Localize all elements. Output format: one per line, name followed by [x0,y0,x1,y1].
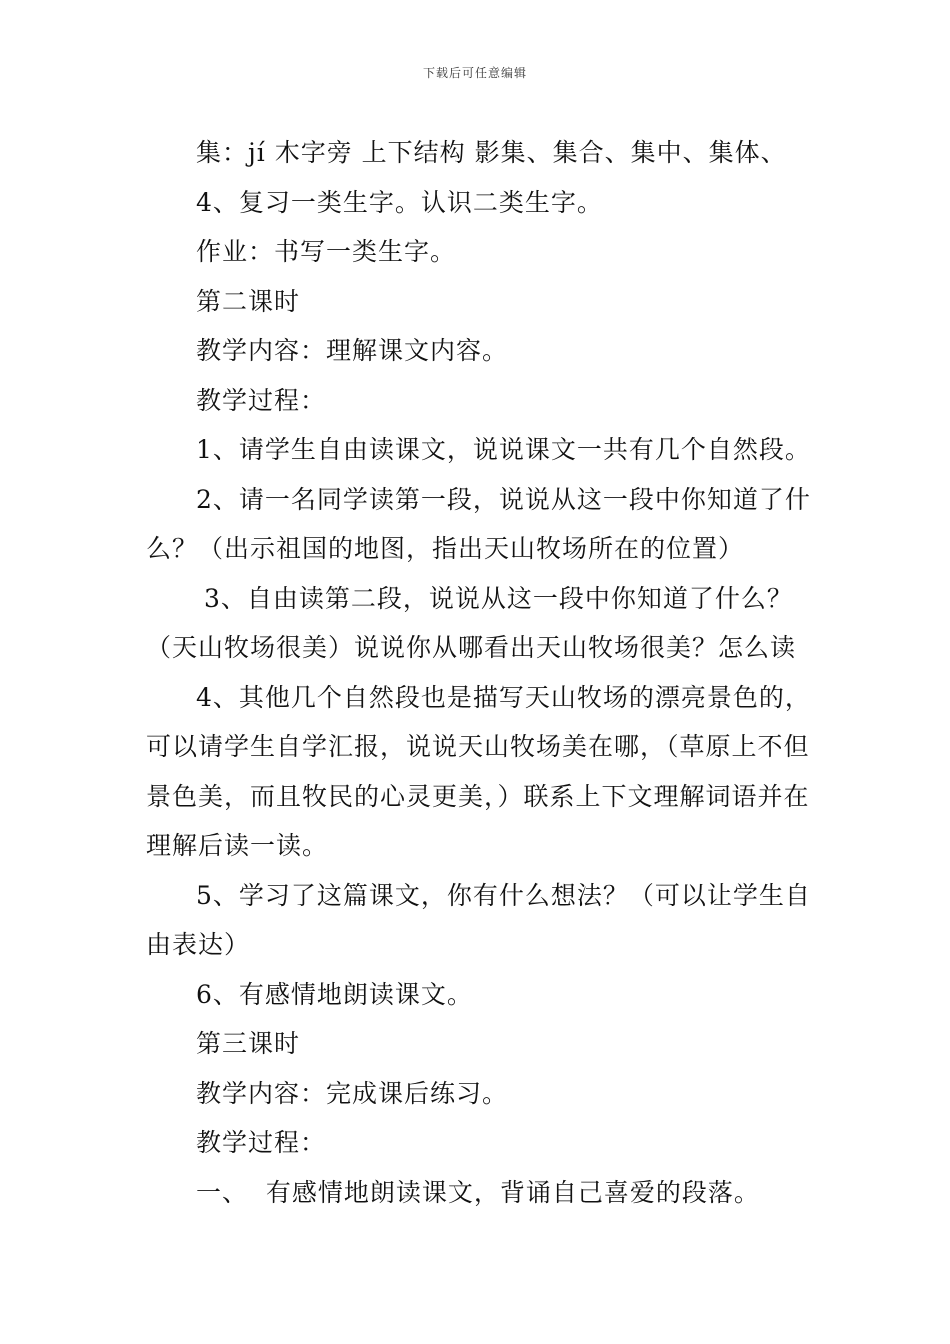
paragraph-14: 教学内容：完成课后练习。 [196,1078,509,1108]
paragraph-1: 集：jí 木字旁 上下结构 影集、集合、集中、集体、 [196,138,787,167]
paragraph-12: 6、有感情地朗读课文。 [196,979,473,1009]
paragraph-6: 教学过程： [196,385,327,415]
paragraph-16: 一、 有感情地朗读课文，背诵自己喜爱的段落。 [196,1177,760,1207]
section-heading-lesson-2: 第二课时 [196,286,301,316]
paragraph-3: 作业：书写一类生字。 [196,237,457,266]
paragraph-10: 4、其他几个自然段也是描写天山牧场的漂亮景色的，可以请学生自学汇报，说说天山牧场美在哪，（草原上不但景色美，而且牧民的心灵更美，）联系上下文理解词语并在理解后读一读。 [146,682,811,860]
paragraph-9: 3、自由读第二段，说说从这一段中你知道了什么？（天山牧场很美）说说你从哪看出天山牧场很美？怎么读 [146,583,797,662]
paragraph-7: 1、请学生自由读课文，说说课文一共有几个自然段。 [196,435,811,464]
paragraph-5: 教学内容：理解课文内容。 [196,336,509,365]
page-header-note: 下载后可任意编辑 [422,66,527,80]
section-heading-lesson-3: 第三课时 [196,1029,301,1058]
paragraph-8: 2、请一名同学读第一段，说说从这一段中你知道了什么？（出示祖国的地图，指出天山牧场所在的位置） [146,484,811,563]
paragraph-11: 5、学习了这篇课文，你有什么想法？（可以让学生自由表达） [146,880,811,959]
paragraph-15: 教学过程： [196,1128,327,1157]
paragraph-2: 4、复习一类生字。认识二类生字。 [196,187,603,217]
document-body [146,128,811,1217]
